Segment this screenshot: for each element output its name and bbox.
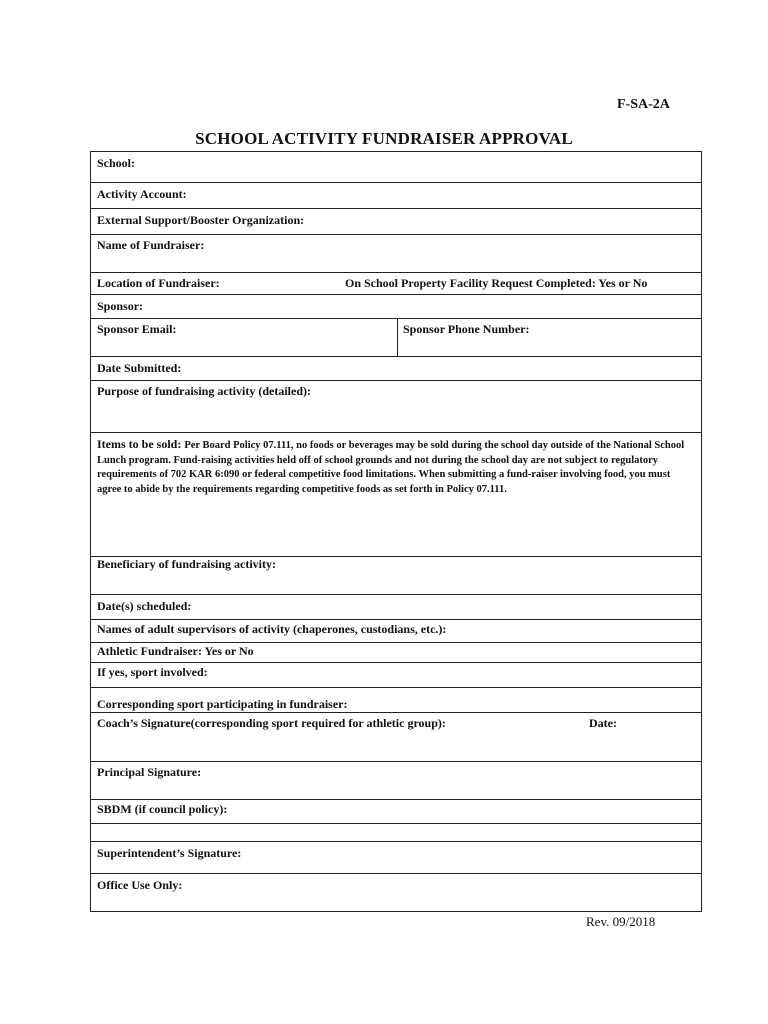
fundraiser-name-row[interactable]	[91, 234, 701, 272]
sponsor-email-label: Sponsor Email:	[97, 322, 177, 336]
items-sold-row[interactable]	[91, 432, 701, 556]
date-submitted-row[interactable]	[91, 356, 701, 380]
principal-signature-label: Principal Signature:	[97, 765, 202, 779]
sponsor-contact-row	[91, 318, 701, 356]
purpose-label: Purpose of fundraising activity (detailed):	[97, 384, 311, 398]
items-policy-block	[97, 437, 697, 497]
activity-account-label: Activity Account:	[97, 187, 187, 201]
sport-involved-label: If yes, sport involved:	[97, 665, 208, 679]
school-row[interactable]	[91, 152, 701, 182]
supervisors-row[interactable]	[91, 619, 701, 642]
external-support-row[interactable]	[91, 208, 701, 234]
dates-scheduled-row[interactable]	[91, 594, 701, 619]
revision-label: Rev. 09/2018	[586, 914, 656, 929]
coach-signature-label: Coach’s Signature(corresponding sport required for athletic group):	[97, 716, 446, 730]
office-use-row[interactable]	[91, 873, 701, 911]
office-use-label: Office Use Only:	[97, 878, 183, 892]
location-row[interactable]	[91, 272, 701, 294]
principal-signature-row[interactable]	[91, 761, 701, 799]
athletic-fundraiser-row[interactable]	[91, 642, 701, 662]
sponsor-phone-label: Sponsor Phone Number:	[403, 322, 530, 336]
page-title: SCHOOL ACTIVITY FUNDRAISER APPROVAL	[195, 129, 573, 148]
form-code: F-SA-2A	[617, 97, 670, 112]
blank-row[interactable]	[91, 823, 701, 841]
activity-account-row[interactable]	[91, 182, 701, 208]
sport-involved-row[interactable]	[91, 662, 701, 687]
coach-date-label: Date:	[589, 716, 617, 730]
beneficiary-label: Beneficiary of fundraising activity:	[97, 557, 276, 571]
school-label: School:	[97, 156, 136, 170]
dates-scheduled-label: Date(s) scheduled:	[97, 599, 192, 613]
corresponding-sport-label: Corresponding sport participating in fundraiser:	[97, 697, 348, 711]
sponsor-row[interactable]	[91, 294, 701, 318]
beneficiary-row[interactable]	[91, 556, 701, 594]
fundraiser-form	[90, 151, 702, 912]
items-sold-label: Items to be sold:	[97, 437, 185, 451]
column-divider	[397, 319, 398, 356]
supervisors-label: Names of adult supervisors of activity (chaperones, custodians, etc.):	[97, 622, 447, 636]
coach-signature-row[interactable]	[91, 712, 701, 761]
facility-request-label: On School Property Facility Request Completed: Yes or No	[345, 276, 648, 290]
location-label: Location of Fundraiser:	[97, 276, 220, 290]
sbdm-row[interactable]	[91, 799, 701, 823]
sbdm-label: SBDM (if council policy):	[97, 802, 228, 816]
purpose-row[interactable]	[91, 380, 701, 432]
external-support-label: External Support/Booster Organization:	[97, 213, 305, 227]
corresponding-sport-row[interactable]	[91, 687, 701, 712]
items-policy-text: Per Board Policy 07.111, no foods or beverages may be sold during the school day outside of the National School Lunch program. Fund-raising activities held off of school grounds and not during the school day are not subject to regulatory requirements of 702 KAR 6:090 or federal competitive food limitations. When submitting a fund-raiser involving food, you must agree to abide by the requirements regarding competitive foods as set forth in Policy 07.111.	[97, 440, 685, 495]
fundraiser-name-label: Name of Fundraiser:	[97, 238, 205, 252]
superintendent-signature-row[interactable]	[91, 841, 701, 873]
superintendent-signature-label: Superintendent’s Signature:	[97, 846, 242, 860]
athletic-fundraiser-label: Athletic Fundraiser: Yes or No	[97, 644, 254, 658]
sponsor-label: Sponsor:	[97, 299, 144, 313]
date-submitted-label: Date Submitted:	[97, 361, 182, 375]
